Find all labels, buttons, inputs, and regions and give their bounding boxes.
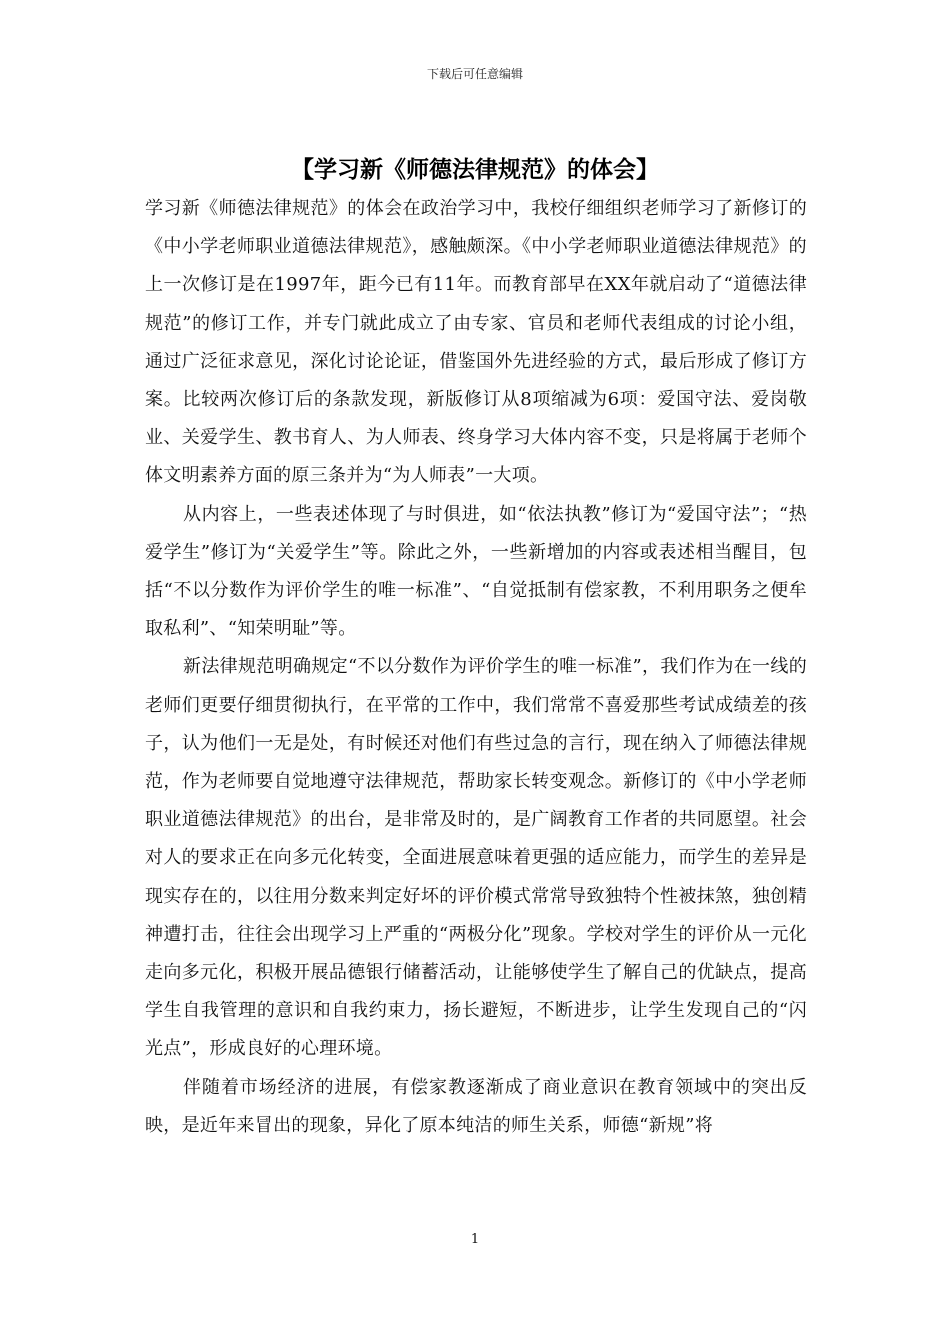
page-number: 1 <box>470 1232 480 1247</box>
document-title: 【学习新《师德法律规范》的体会】 <box>291 157 659 183</box>
paragraph-4: 伴随着市场经济的进展，有偿家教逐渐成了商业意识在教育领域中的突出反映，是近年来冒出的现象，异化了原本纯洁的师生关系，师德“新规”将 <box>145 1076 807 1136</box>
page-header-note: 下载后可任意编辑 <box>426 67 523 81</box>
document-body <box>145 190 807 1145</box>
paragraph-1: 学习新《师德法律规范》的体会在政治学习中，我校仔细组织老师学习了新修订的《中小学老师职业道德法律规范》，感触颇深。《中小学老师职业道德法律规范》的上一次修订是在1997年，距今已有11年。而教育部早在XX年就启动了“道德法律规范”的修订工作，并专门就此成立了由专家、官员和老师代表组成的讨论小组，通过广泛征求意见，深化讨论论证，借鉴国外先进经验的方式，最后形成了修订方案。比较两次修订后的条款发现，新版修订从8项缩减为6项：爱国守法、爱岗敬业、关爱学生、教书育人、为人师表、终身学习大体内容不变，只是将属于老师个体文明素养方面的原三条并为“为人师表”一大项。 <box>145 198 807 487</box>
paragraph-3: 新法律规范明确规定“不以分数作为评价学生的唯一标准”，我们作为在一线的老师们更要仔细贯彻执行，在平常的工作中，我们常常不喜爱那些考试成绩差的孩子，认为他们一无是处，有时候还对他们有些过急的言行，现在纳入了师德法律规范，作为老师要自觉地遵守法律规范，帮助家长转变观念。新修订的《中小学老师职业道德法律规范》的出台，是非常及时的，是广阔教育工作者的共同愿望。社会对人的要求正在向多元化转变，全面进展意味着更强的适应能力，而学生的差异是现实存在的，以往用分数来判定好坏的评价模式常常导致独特个性被抹煞，独创精神遭打击，往往会出现学习上严重的“两极分化”现象。学校对学生的评价从一元化走向多元化，积极开展品德银行储蓄活动，让能够使学生了解自己的优缺点，提高学生自我管理的意识和自我约束力，扬长避短，不断进步，让学生发现自己的“闪光点”，形成良好的心理环境。 <box>145 656 807 1060</box>
paragraph-2: 从内容上，一些表述体现了与时俱进，如“依法执教”修订为“爱国守法”；“热爱学生”修订为“关爱学生”等。除此之外，一些新增加的内容或表述相当醒目，包括“不以分数作为评价学生的唯一标准”、“自觉抵制有偿家教，不利用职务之便牟取私利”、“知荣明耻”等。 <box>145 503 807 640</box>
